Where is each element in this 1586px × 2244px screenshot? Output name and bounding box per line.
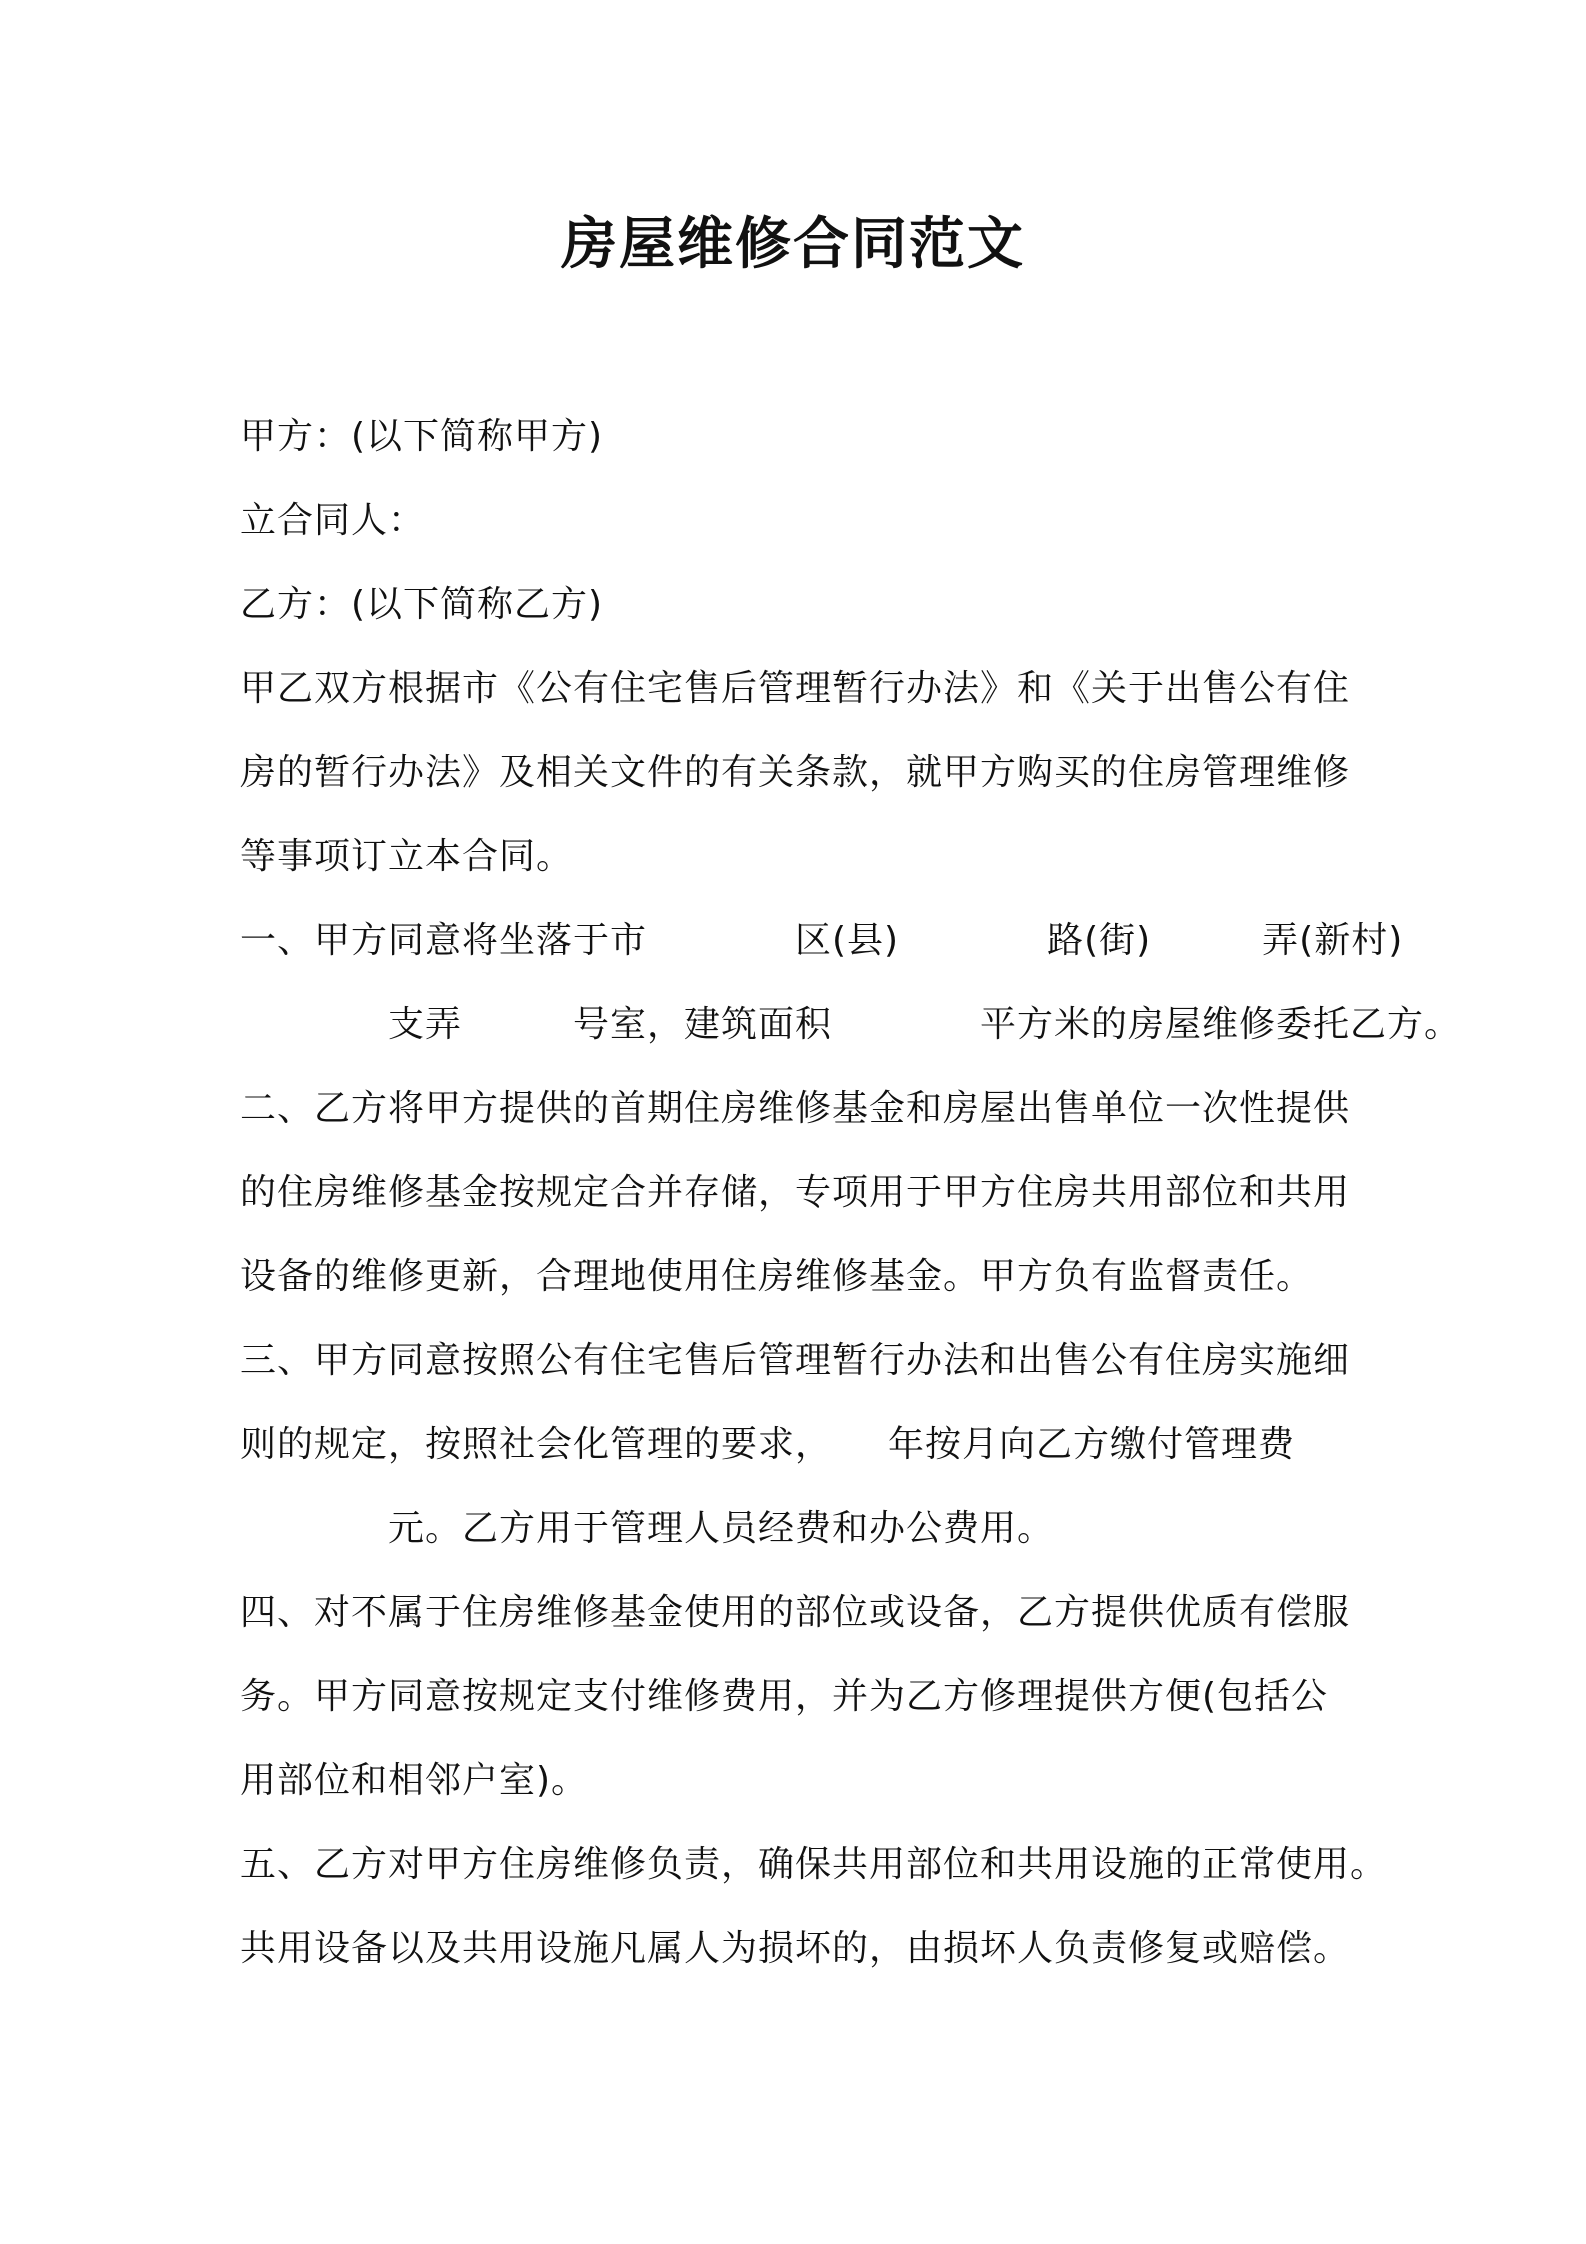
clause-3-line-1: 三、甲方同意按照公有住宅售后管理暂行办法和出售公有住房实施细: [240, 1340, 1351, 1381]
clause-5-line-1: 五、乙方对甲方住房维修负责，确保共用部位和共用设施的正常使用。: [240, 1844, 1388, 1885]
clause-1-line-2: 支弄 号室，建筑面积 平方米的房屋维修委托乙方。: [240, 1004, 1462, 1045]
clause-3-line-3: 元。乙方用于管理人员经费和办公费用。: [240, 1508, 1055, 1549]
clause-2-line-2: 的住房维修基金按规定合并存储，专项用于甲方住房共用部位和共用: [240, 1172, 1351, 1213]
clause-1-line-1: 一、甲方同意将坐落于市 区(县) 路(街) 弄(新村): [240, 920, 1404, 961]
preamble-line-2: 房的暂行办法》及相关文件的有关条款，就甲方购买的住房管理维修: [240, 752, 1351, 793]
clause-4-line-3: 用部位和相邻户室)。: [240, 1760, 589, 1801]
clause-4-line-1: 四、对不属于住房维修基金使用的部位或设备，乙方提供优质有偿服: [240, 1592, 1351, 1633]
clause-2-line-3: 设备的维修更新，合理地使用住房维修基金。甲方负有监督责任。: [240, 1256, 1314, 1297]
document-title: 房屋维修合同范文: [561, 212, 1025, 277]
preamble-line-1: 甲乙双方根据市《公有住宅售后管理暂行办法》和《关于出售公有住: [240, 668, 1351, 709]
party-b-line: 乙方：(以下简称乙方): [240, 584, 604, 625]
clause-2-line-1: 二、乙方将甲方提供的首期住房维修基金和房屋出售单位一次性提供: [240, 1088, 1351, 1129]
clause-4-line-2: 务。甲方同意按规定支付维修费用，并为乙方修理提供方便(包括公: [240, 1676, 1329, 1717]
party-a-line: 甲方：(以下简称甲方): [240, 416, 604, 457]
preamble-line-3: 等事项订立本合同。: [240, 836, 574, 877]
contract-signer-line: 立合同人：: [240, 500, 426, 541]
clause-3-line-2: 则的规定，按照社会化管理的要求， 年按月向乙方缴付管理费: [240, 1424, 1296, 1465]
clause-5-line-2: 共用设备以及共用设施凡属人为损坏的，由损坏人负责修复或赔偿。: [240, 1928, 1351, 1969]
